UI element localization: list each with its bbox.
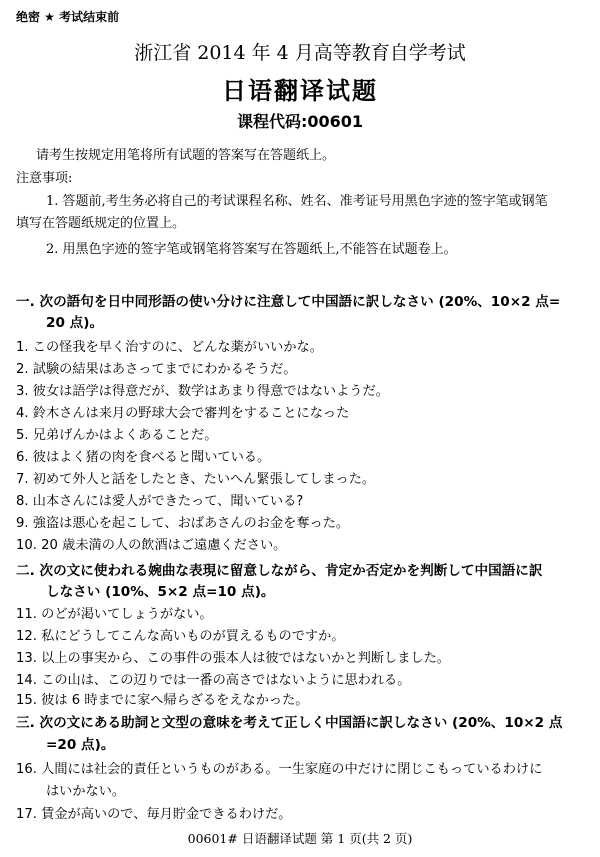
section-1-title-line-2: 20 点)。 — [46, 315, 104, 331]
question-4: 4. 鈴木さんは来月の野球大会で審判をすることになった — [16, 406, 350, 421]
question-17: 17. 賃金が高いので、毎月貯金できるわけだ。 — [16, 807, 292, 822]
page-footer: 00601# 日语翻译试题 第 1 页(共 2 页) — [187, 831, 413, 846]
notes-title: 注意事项: — [16, 171, 73, 186]
question-16-line-2: はいかない。 — [46, 784, 126, 799]
confidential-label: 绝密 ★ 考试结束前 — [16, 10, 120, 24]
question-10: 10. 20 歳未満の人の飲酒はご遠慮ください。 — [16, 538, 287, 553]
question-2: 2. 試験の結果はあさってまでにわかるそうだ。 — [16, 362, 297, 377]
note-1-line-2: 填写在答题纸规定的位置上。 — [16, 216, 186, 231]
section-3-title-line-1: 三. 次の文にある助詞と文型の意味を考えて正しく中国語に訳しなさい (20%、10×2 点 — [16, 715, 563, 731]
question-11: 11. のどが渇いてしょうがない。 — [16, 607, 213, 622]
question-1: 1. この怪我を早く治すのに、どんな薬がいいかな。 — [16, 340, 323, 355]
course-code: 课程代码:00601 — [236, 112, 364, 131]
exam-title: 浙江省 2014 年 4 月高等教育自学考试 — [134, 42, 466, 64]
question-9: 9. 強盗は悪心を起こして、おばあさんのお金を奪った。 — [16, 516, 350, 531]
instructions-intro: 请考生按规定用笔将所有试题的答案写在答题纸上。 — [36, 148, 336, 163]
question-5: 5. 兄弟げんかはよくあることだ。 — [16, 428, 218, 443]
section-1-title-line-1: 一. 次の語句を日中同形語の使い分けに注意して中国語に訳しなさい (20%、10×2 点= — [16, 294, 561, 310]
question-7: 7. 初めて外人と話をしたとき、たいへん緊張してしまった。 — [16, 472, 376, 487]
section-2-title-line-2: しなさい (10%、5×2 点=10 点)。 — [46, 584, 275, 600]
question-16-line-1: 16. 人間には社会的責任というものがある。一生家庭の中だけに閉じこもっているわけに — [16, 762, 543, 777]
question-14: 14. この山は、この辺りでは一番の高さではないように思われる。 — [16, 673, 411, 688]
note-1-line-1: 1. 答题前,考生务必将自己的考试课程名称、姓名、准考证号用黑色字迹的签字笔或钢笔 — [46, 194, 548, 209]
question-8: 8. 山本さんには愛人ができたって、聞いている? — [16, 494, 304, 509]
question-12: 12. 私にどうしてこんな高いものが買えるものですか。 — [16, 629, 345, 644]
question-3: 3. 彼女は語学は得意だが、数学はあまり得意ではないようだ。 — [16, 384, 389, 399]
question-6: 6. 彼はよく猪の肉を食べると聞いている。 — [16, 450, 271, 465]
question-13: 13. 以上の事実から、この事件の張本人は彼ではないかと判断しました。 — [16, 651, 450, 666]
question-15: 15. 彼は 6 時までに家へ帰らざるをえなかった。 — [16, 693, 309, 708]
note-2: 2. 用黑色字迹的签字笔或钢笔将答案写在答题纸上,不能答在试题卷上。 — [46, 242, 457, 257]
section-3-title-line-2: =20 点)。 — [46, 737, 115, 753]
subject-title: 日语翻译试题 — [222, 77, 378, 105]
section-2-title-line-1: 二. 次の文に使われる婉曲な表現に留意しながら、肯定か否定かを判断して中国語に訳 — [16, 563, 543, 579]
